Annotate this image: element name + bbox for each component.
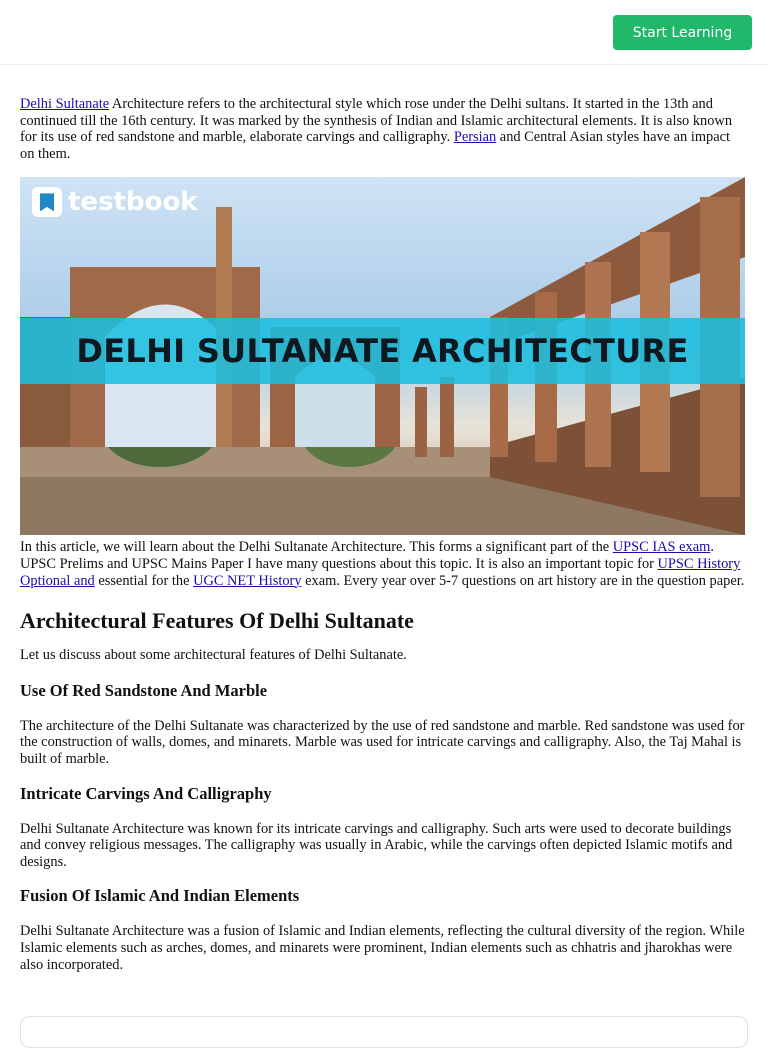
feature-title-fusion: Fusion Of Islamic And Indian Elements	[20, 886, 300, 906]
feature-title-sandstone: Use Of Red Sandstone And Marble	[20, 680, 268, 700]
start-learning-button[interactable]: Start Learning	[613, 15, 752, 50]
hero-image	[20, 177, 745, 535]
feature-text-fusion: Delhi Sultanate Architecture was a fusion of Islamic and Indian elements, reflecting the cultural diversity of the region. While Islamic elements such as arches, domes, and minarets were prominent, Indian elements such as chhatris and jharokhas were also incorporated.	[20, 923, 745, 973]
article-content	[20, 96, 746, 973]
feature-title-carvings: Intricate Carvings And Calligraphy	[20, 783, 272, 803]
feature-text-sandstone: The architecture of the Delhi Sultanate was characterized by the use of red sandstone and marble. Red sandstone was used for the construction of walls, domes, and minarets. Marble was used for intricate carvings and calligraphy. Also, the Taj Mahal is built of marble.	[20, 717, 745, 767]
ugc-net-history-link[interactable]: UGC NET History	[193, 572, 302, 589]
bottom-card	[20, 1016, 748, 1048]
delhi-sultanate-link[interactable]: Delhi Sultanate	[20, 96, 110, 112]
top-bar	[0, 0, 768, 65]
section-heading: Architectural Features Of Delhi Sultanate	[20, 608, 414, 634]
testbook-logo-text: testbook	[68, 187, 198, 218]
upsc-ias-exam-link[interactable]: UPSC IAS exam	[612, 539, 711, 556]
testbook-logo	[32, 187, 198, 217]
feature-text-carvings: Delhi Sultanate Architecture was known for its intricate carvings and calligraphy. Such arts were used to decorate buildings and convey religious messages. The calligraphy was usually in Arabic, while the carvings often depicted Islamic motifs and designs.	[20, 820, 733, 870]
section-intro: Let us discuss about some architectural features of Delhi Sultanate.	[20, 647, 407, 664]
para2-text-4: exam. Every year over 5-7 questions on art history are in the question paper.	[301, 572, 745, 589]
testbook-logo-icon	[32, 187, 62, 217]
para2-text-2: . UPSC Prelims and UPSC Mains Paper I have many questions about this topic. It is also an important topic for	[20, 539, 714, 572]
hero-banner: DELHI SULTANATE ARCHITECTURE	[20, 318, 745, 384]
intro-text-1: Architecture refers to the architectural style which rose under the Delhi sultans. It started in the 13th and continued till the 16th century. It was marked by the synthesis of Indian and Islamic architectural elements. It is also known for its use of red sandstone and marble, elaborate carvings and calligraphy.	[20, 96, 733, 146]
para2-text-1: In this article, we will learn about the Delhi Sultanate Architecture. This forms a significant part of the	[20, 539, 613, 556]
persian-link[interactable]: Persian	[453, 129, 497, 146]
article-paragraph	[20, 539, 746, 589]
intro-paragraph	[20, 96, 746, 162]
upsc-history-optional-link[interactable]: UPSC History Optional and	[20, 555, 741, 589]
intro-text-2: and Central Asian styles have an impact on them.	[20, 129, 730, 162]
para2-text-3: essential for the	[94, 572, 194, 589]
